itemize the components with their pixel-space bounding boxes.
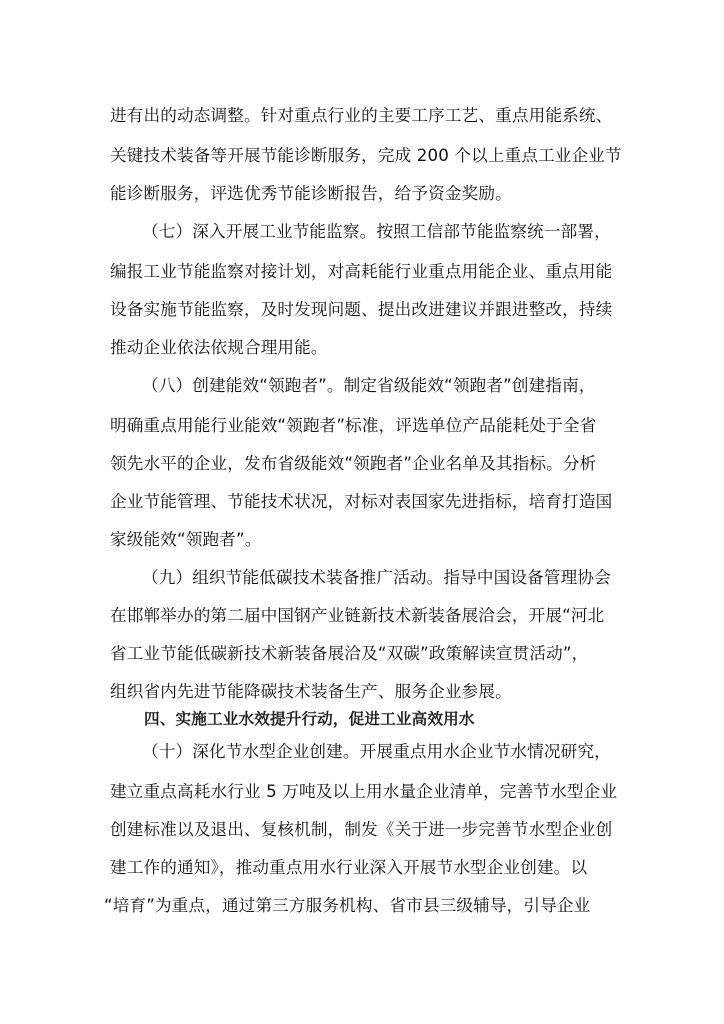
text-line: 创建标准以及退出、复核机制，制发《关于进一步完善节水型企业创 bbox=[110, 820, 613, 839]
text-line: 能诊断服务，评选优秀节能诊断报告，给予资金奖励。 bbox=[110, 184, 512, 203]
text-line: 建工作的通知》，推动重点用水行业深入开展节水型企业创建。以 bbox=[110, 858, 588, 877]
text-line: 领先水平的企业，发布省级能效“领跑者”企业名单及其指标。分析 bbox=[110, 454, 597, 473]
text-line: 建立重点高耗水行业 5 万吨及以上用水量企业清单，完善节水型企业 bbox=[110, 782, 618, 801]
text-line: 家级能效“领跑者”。 bbox=[110, 530, 262, 549]
section-ten-title: （十）深化节水型企业创建。开展重点用水企业节水情况研究， bbox=[142, 742, 611, 761]
text-line: 进有出的动态调整。针对重点行业的主要工序工艺、重点用能系统、 bbox=[110, 106, 613, 125]
text-line: 组织省内先进节能降碳技术装备生产、服务企业参展。 bbox=[110, 682, 512, 701]
text-line: 关键技术装备等开展节能诊断服务，完成 200 个以上重点工业企业节 bbox=[110, 146, 622, 165]
text-line: 在邯郸举办的第二届中国钢产业链新技术新装备展洽会，开展“河北 bbox=[110, 606, 605, 625]
text-line: 推动企业依法依规合理用能。 bbox=[110, 338, 328, 357]
text-line: 设备实施节能监察，及时发现问题、提出改进建议并跟进整改，持续 bbox=[110, 300, 613, 319]
section-eight-title: （八）创建能效“领跑者”。制定省级能效“领跑者”创建指南， bbox=[142, 376, 596, 395]
text-line: 企业节能管理、节能技术状况，对标对表国家先进指标，培育打造国 bbox=[110, 492, 613, 511]
text-line: 明确重点用能行业能效“领跑者”标准，评选单位产品能耗处于全省 bbox=[110, 416, 597, 435]
text-line: “培育”为重点，通过第三方服务机构、省市县三级辅导，引导企业 bbox=[104, 896, 591, 915]
text-line: 编报工业节能监察对接计划，对高耗能行业重点用能企业、重点用能 bbox=[110, 262, 613, 281]
section-nine-title: （九）组织节能低碳技术装备推广活动。指导中国设备管理协会 bbox=[142, 568, 611, 587]
section-seven-title: （七）深入开展工业节能监察。按照工信部节能监察统一部署， bbox=[142, 222, 611, 241]
text-line: 省工业节能低碳新技术新装备展洽及“双碳”政策解读宣贯活动”， bbox=[110, 644, 589, 663]
section-four-heading: 四、实施工业水效提升行动，促进工业高效用水 bbox=[144, 709, 475, 728]
